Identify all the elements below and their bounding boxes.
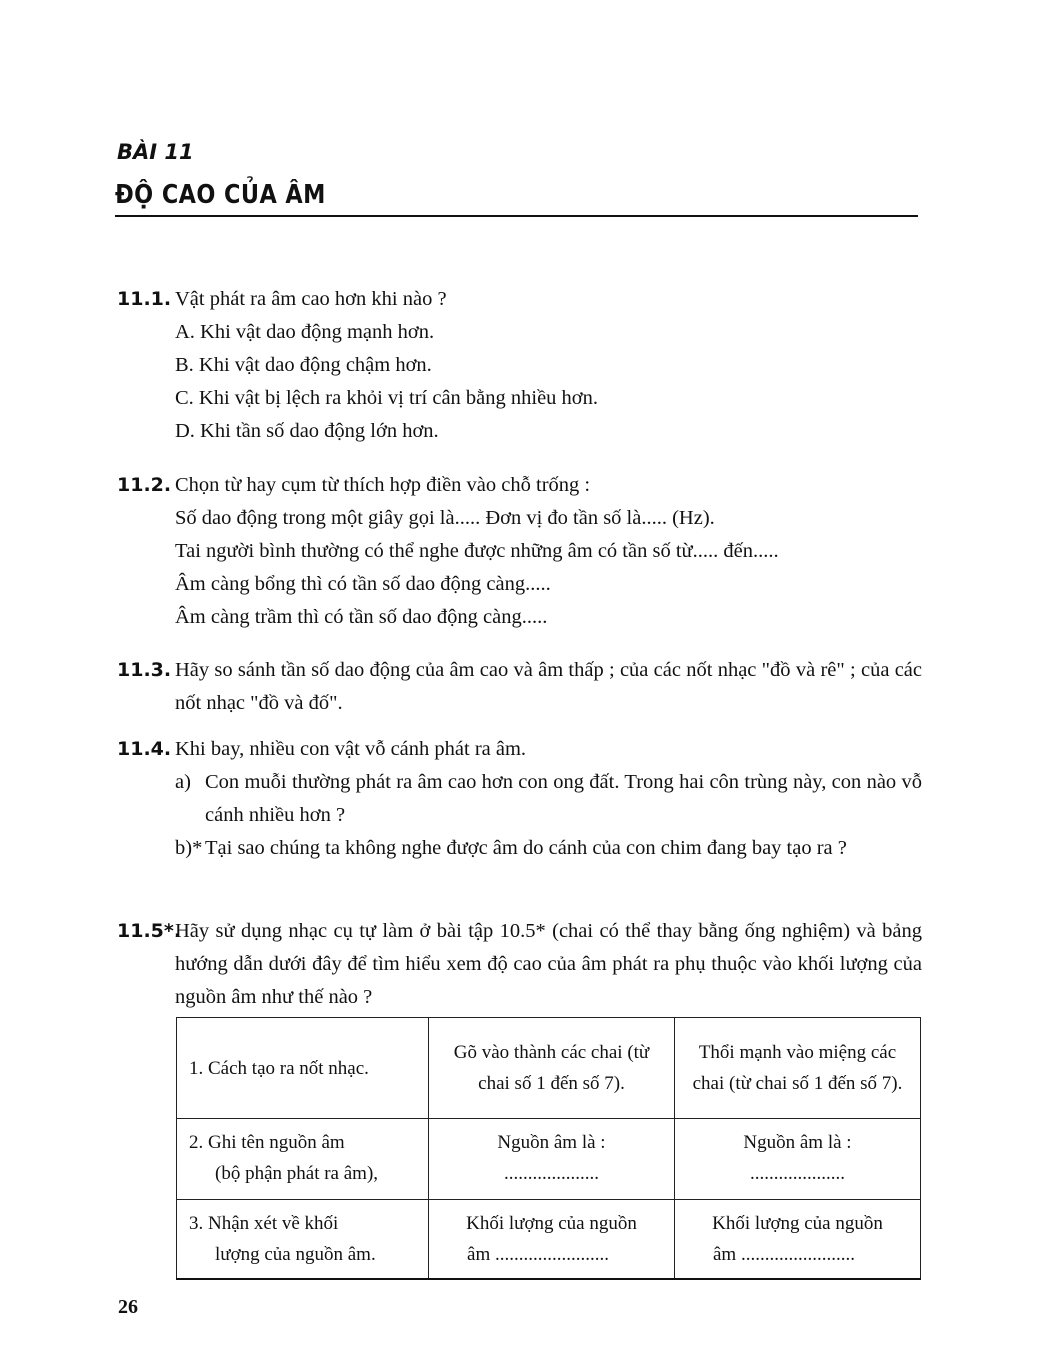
table-cell	[429, 1119, 675, 1200]
table-cell: 1. Cách tạo ra nốt nhạc.	[177, 1018, 429, 1119]
fill-line-3: Âm càng bổng thì có tần số dao động càng.....	[175, 573, 551, 595]
blank-line: âm ........................	[713, 1244, 855, 1265]
option-c: C. Khi vật bị lệch ra khỏi vị trí cân bằng nhiều hơn.	[175, 387, 599, 409]
cell-line: lượng của nguồn âm.	[215, 1244, 376, 1265]
table-cell	[177, 1119, 429, 1200]
blank-line: ....................	[750, 1163, 845, 1184]
question-text: Hãy so sánh tần số dao động của âm cao và âm thấp ; của các nốt nhạc "đồ và rê" ; của các nốt nhạc "đồ và đố".	[175, 659, 922, 714]
question-text: Chọn từ hay cụm từ thích hợp điền vào chỗ trống :	[175, 474, 591, 496]
question-11-5	[117, 915, 922, 1014]
cell-line: Khối lượng của nguồn	[466, 1213, 637, 1234]
table-cell: Thổi mạnh vào miệng các chai (từ chai số 1 đến số 7).	[675, 1018, 921, 1119]
question-11-2	[117, 469, 922, 634]
fill-line-1: Số dao động trong một giây gọi là..... Đơn vị đo tần số là..... (Hz).	[175, 507, 715, 529]
option-b: B. Khi vật dao động chậm hơn.	[175, 354, 432, 376]
question-text: Khi bay, nhiều con vật vỗ cánh phát ra âm.	[175, 738, 527, 760]
guide-table	[176, 1017, 921, 1280]
title-divider	[115, 215, 918, 217]
lesson-title: ĐỘ CAO CỦA ÂM	[115, 180, 326, 210]
fill-line-4: Âm càng trầm thì có tần số dao động càng.....	[175, 606, 548, 628]
question-number: 11.1.	[117, 288, 172, 310]
table-cell: Gõ vào thành các chai (từ chai số 1 đến số 7).	[429, 1018, 675, 1119]
cell-line: Khối lượng của nguồn	[712, 1213, 883, 1234]
table-cell	[675, 1119, 921, 1200]
blank-line: ....................	[504, 1163, 599, 1184]
question-number: 11.3.	[117, 659, 172, 681]
lesson-label: BÀI 11	[117, 140, 194, 164]
table-cell	[675, 1200, 921, 1280]
cell-line: 3. Nhận xét về khối	[189, 1213, 339, 1234]
question-text: Vật phát ra âm cao hơn khi nào ?	[175, 288, 447, 310]
table-cell	[429, 1200, 675, 1280]
sub-question-b	[175, 832, 922, 865]
option-a: A. Khi vật dao động mạnh hơn.	[175, 321, 435, 343]
fill-line-2: Tai người bình thường có thể nghe được những âm có tần số từ..... đến.....	[175, 540, 779, 562]
question-11-4	[117, 733, 922, 865]
question-number: 11.2.	[117, 474, 172, 496]
question-text: Hãy sử dụng nhạc cụ tự làm ở bài tập 10.5* (chai có thể thay bằng ống nghiệm) và bảng hướng dẫn dưới đây để tìm hiểu xem độ cao của âm phát ra phụ thuộc vào khối lượng của nguồn âm như thế nào ?	[175, 920, 922, 1008]
sub-text: Con muỗi thường phát ra âm cao hơn con ong đất. Trong hai côn trùng này, con nào vỗ cánh nhiều hơn ?	[205, 771, 922, 826]
question-number: 11.5*.	[117, 920, 182, 942]
sub-label: b)*	[175, 837, 203, 859]
option-d: D. Khi tần số dao động lớn hơn.	[175, 420, 439, 442]
cell-line: Nguồn âm là :	[743, 1132, 852, 1153]
blank-line: âm ........................	[467, 1244, 609, 1265]
cell-line: 2. Ghi tên nguồn âm	[189, 1132, 345, 1153]
sub-question-a	[175, 766, 922, 832]
table-row	[177, 1119, 921, 1200]
question-number: 11.4.	[117, 738, 172, 760]
cell-line: (bộ phận phát ra âm),	[215, 1163, 379, 1184]
question-11-3	[117, 654, 922, 720]
page-number: 26	[118, 1296, 138, 1318]
table-row	[177, 1018, 921, 1119]
sub-label: a)	[175, 771, 191, 793]
table-row	[177, 1200, 921, 1280]
question-11-1	[117, 283, 922, 448]
cell-line: Nguồn âm là :	[497, 1132, 606, 1153]
sub-text: Tại sao chúng ta không nghe được âm do cánh của con chim đang bay tạo ra ?	[205, 837, 847, 859]
table-cell	[177, 1200, 429, 1280]
